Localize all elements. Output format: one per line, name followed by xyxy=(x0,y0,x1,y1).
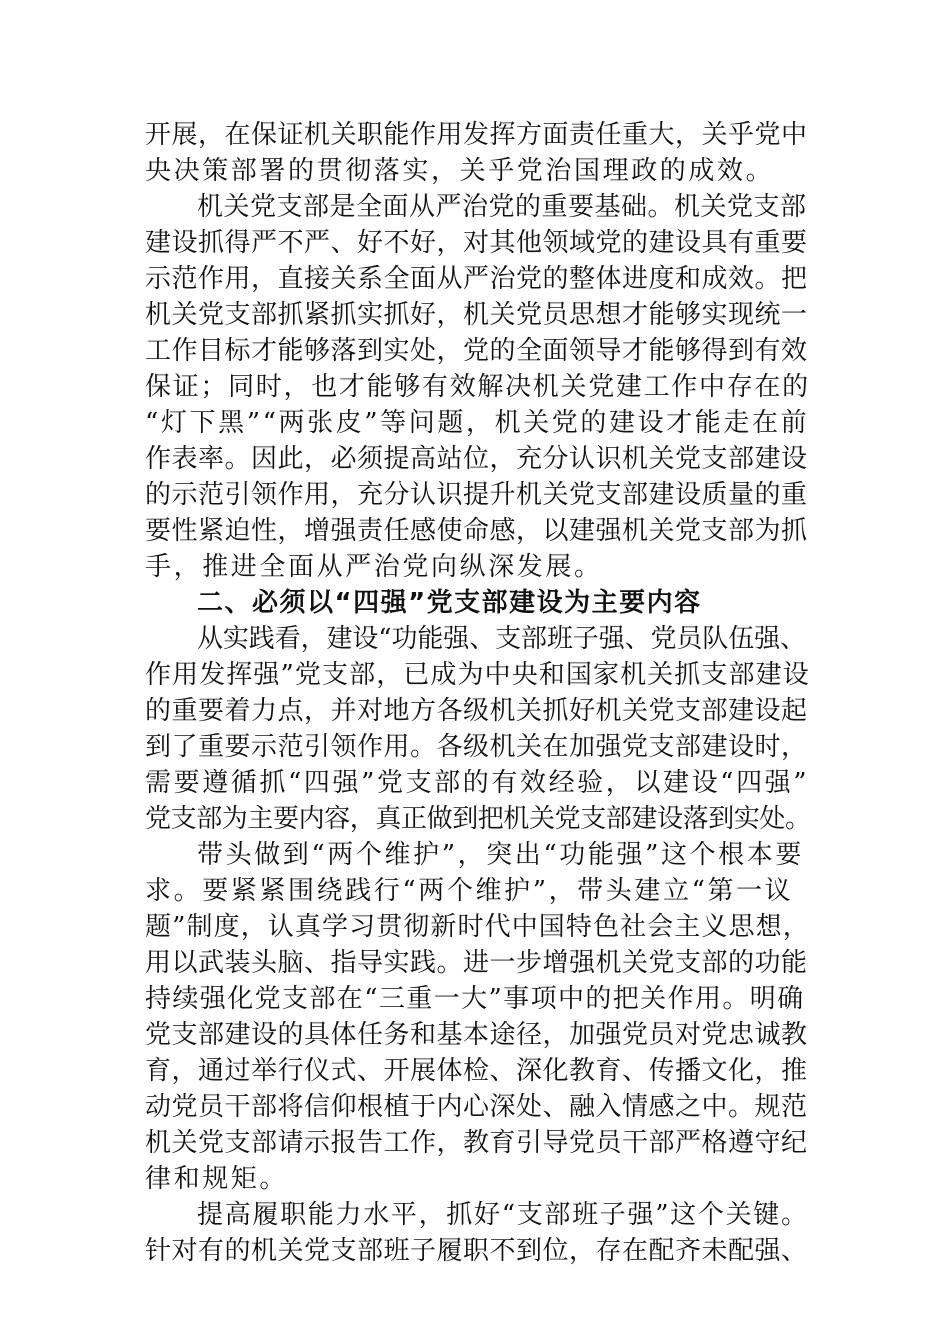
text-line: 持续强化党支部在“三重一大”事项中的把关作用。明确 xyxy=(145,984,805,1014)
text-line: 的重要着力点，并对地方各级机关抓好机关党支部建设起 xyxy=(145,696,808,726)
text-line: 的示范引领作用，充分认识提升机关党支部建设质量的重 xyxy=(145,480,808,510)
text-line: 针对有的机关党支部班子履职不到位，存在配齐未配强、 xyxy=(145,1236,808,1266)
text-line: 机关党支部请示报告工作，教育引导党员干部严格遵守纪 xyxy=(145,1128,808,1158)
text-line: 示范作用，直接关系全面从严治党的整体进度和成效。把 xyxy=(145,264,808,294)
text-line: 动党员干部将信仰根植于内心深处、融入情感之中。规范 xyxy=(145,1092,808,1122)
text-line: 保证；同时，也才能够有效解决机关党建工作中存在的 xyxy=(145,372,810,402)
text-line: 开展，在保证机关职能作用发挥方面责任重大，关乎党中 xyxy=(145,120,808,150)
text-line: 央决策部署的贯彻落实，关乎党治国理政的成效。 xyxy=(145,156,775,186)
text-line: 机关党支部抓紧抓实抓好，机关党员思想才能够实现统一 xyxy=(145,300,808,330)
text-line: 党支部建设的具体任务和基本途径，加强党员对党忠诚教 xyxy=(145,1020,808,1050)
text-line: 需要遵循抓“四强”党支部的有效经验，以建设“四强” xyxy=(145,768,810,798)
text-line: 工作目标才能够落到实处，党的全面领导才能够得到有效 xyxy=(145,336,808,366)
text-line: 党支部为主要内容，真正做到把机关党支部建设落到实处。 xyxy=(145,804,811,834)
text-line: 到了重要示范引领作用。各级机关在加强党支部建设时， xyxy=(145,732,808,762)
text-line: 用以武装头脑、指导实践。进一步增强机关党支部的功能 xyxy=(145,948,808,978)
section-heading: 二、必须以“四强”党支部建设为主要内容 xyxy=(197,588,702,618)
paragraph-first-line: 提高履职能力水平，抓好“支部班子强”这个关键。 xyxy=(197,1200,809,1230)
text-line: 题”制度，认真学习贯彻新时代中国特色社会主义思想， xyxy=(145,912,810,942)
text-line: 作用发挥强”党支部，已成为中央和国家机关抓支部建设 xyxy=(145,660,810,690)
text-line: 律和规矩。 xyxy=(145,1164,289,1194)
paragraph-first-line: 带头做到“两个维护”，突出“功能强”这个根本要 xyxy=(197,840,804,870)
text-line: 建设抓得严不严、好不好，对其他领域党的建设具有重要 xyxy=(145,228,808,258)
paragraph-first-line: 机关党支部是全面从严治党的重要基础。机关党支部 xyxy=(197,192,807,222)
text-line: 要性紧迫性，增强责任感使命感，以建强机关党支部为抓 xyxy=(145,516,808,546)
text-line: 作表率。因此，必须提高站位，充分认识机关党支部建设 xyxy=(145,444,808,474)
text-line: 求。要紧紧围绕践行“两个维护”，带头建立“第一议 xyxy=(145,876,794,906)
text-line: 育，通过举行仪式、开展体检、深化教育、传播文化，推 xyxy=(145,1056,808,1086)
paragraph-first-line: 从实践看，建设“功能强、支部班子强、党员队伍强、 xyxy=(197,624,806,654)
text-line: “灯下黑”“两张皮”等问题，机关党的建设才能走在前 xyxy=(145,408,810,438)
text-line: 手，推进全面从严治党向纵深发展。 xyxy=(145,552,603,582)
